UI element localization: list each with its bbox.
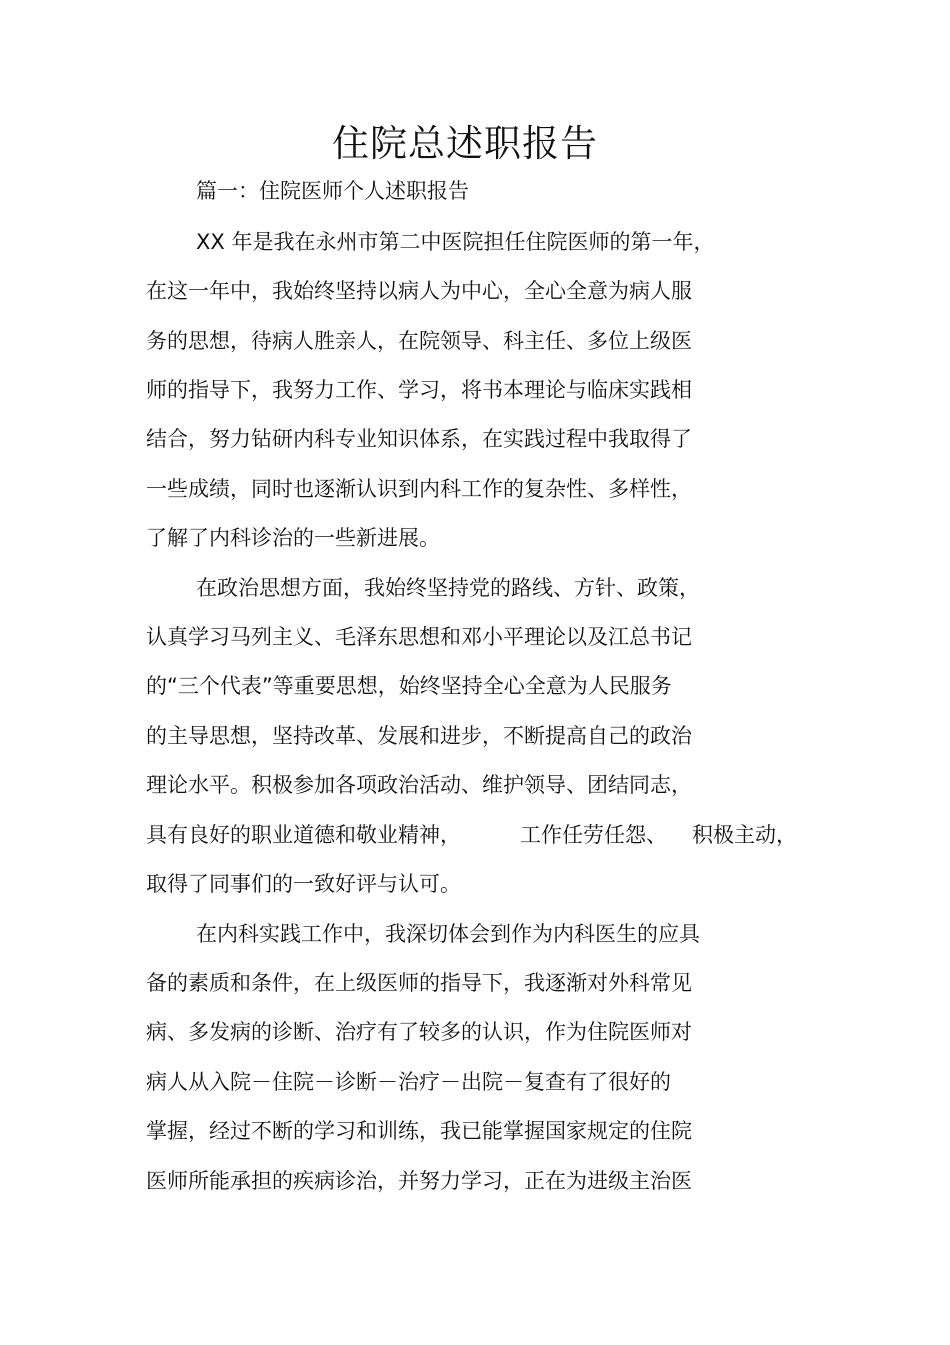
paragraph-1-line-2: 在这一年中，我始终坚持以病人为中心，全心全意为病人服 — [146, 279, 692, 303]
paragraph-2-line-2: 认真学习马列主义、毛泽东思想和邓小平理论以及江总书记 — [146, 625, 692, 649]
paragraph-3-line-4: 病人从入院－住院－诊断－治疗－出院－复查有了很好的 — [146, 1070, 671, 1094]
paragraph-1-line-4: 师的指导下，我努力工作、学习，将书本理论与临床实践相 — [146, 378, 692, 402]
paragraph-2-line-1: 在政治思想方面，我始终坚持党的路线、方针、政策， — [196, 576, 700, 600]
paragraph-3-line-2: 备的素质和条件，在上级医师的指导下，我逐渐对外科常见 — [146, 971, 692, 995]
document-subtitle: 篇一：住院医师个人述职报告 — [196, 179, 469, 203]
paragraph-3-line-3: 病、多发病的诊断、治疗有了较多的认识，作为住院医师对 — [146, 1020, 692, 1044]
paragraph-2-line-7: 取得了同事们的一致好评与认可。 — [146, 872, 461, 896]
paragraph-2-line-4: 的主导思想，坚持改革、发展和进步，不断提高自己的政治 — [146, 724, 692, 748]
paragraph-3-line-1: 在内科实践工作中，我深切体会到作为内科医生的应具 — [196, 922, 700, 946]
paragraph-1-line-1: XX 年是我在永州市第二中医院担任住院医师的第一年， — [196, 230, 715, 254]
paragraph-3-line-5: 掌握，经过不断的学习和训练，我已能掌握国家规定的住院 — [146, 1119, 692, 1143]
paragraph-2-line-6-segment-2: 工作任劳任怨、 — [520, 823, 667, 847]
paragraph-3-line-6: 医师所能承担的疾病诊治，并努力学习，正在为进级主治医 — [146, 1169, 692, 1193]
paragraph-1-line-6: 一些成绩，同时也逐渐认识到内科工作的复杂性、多样性， — [146, 477, 692, 501]
paragraph-1-line-5: 结合，努力钻研内科专业知识体系，在实践过程中我取得了 — [146, 427, 692, 451]
paragraph-2-line-6-segment-3: 积极主动， — [692, 823, 797, 847]
paragraph-1-line-7: 了解了内科诊治的一些新进展。 — [146, 526, 440, 550]
paragraph-2-line-6: 具有良好的职业道德和敬业精神， — [146, 823, 461, 847]
paragraph-2-line-3: 的“三个代表”等重要思想，始终坚持全心全意为人民服务 — [146, 674, 672, 698]
paragraph-2-line-5: 理论水平。积极参加各项政治活动、维护领导、团结同志， — [146, 773, 692, 797]
document-title: 住院总述职报告 — [332, 122, 598, 165]
paragraph-1-line-3: 务的思想，待病人胜亲人，在院领导、科主任、多位上级医 — [146, 329, 692, 353]
